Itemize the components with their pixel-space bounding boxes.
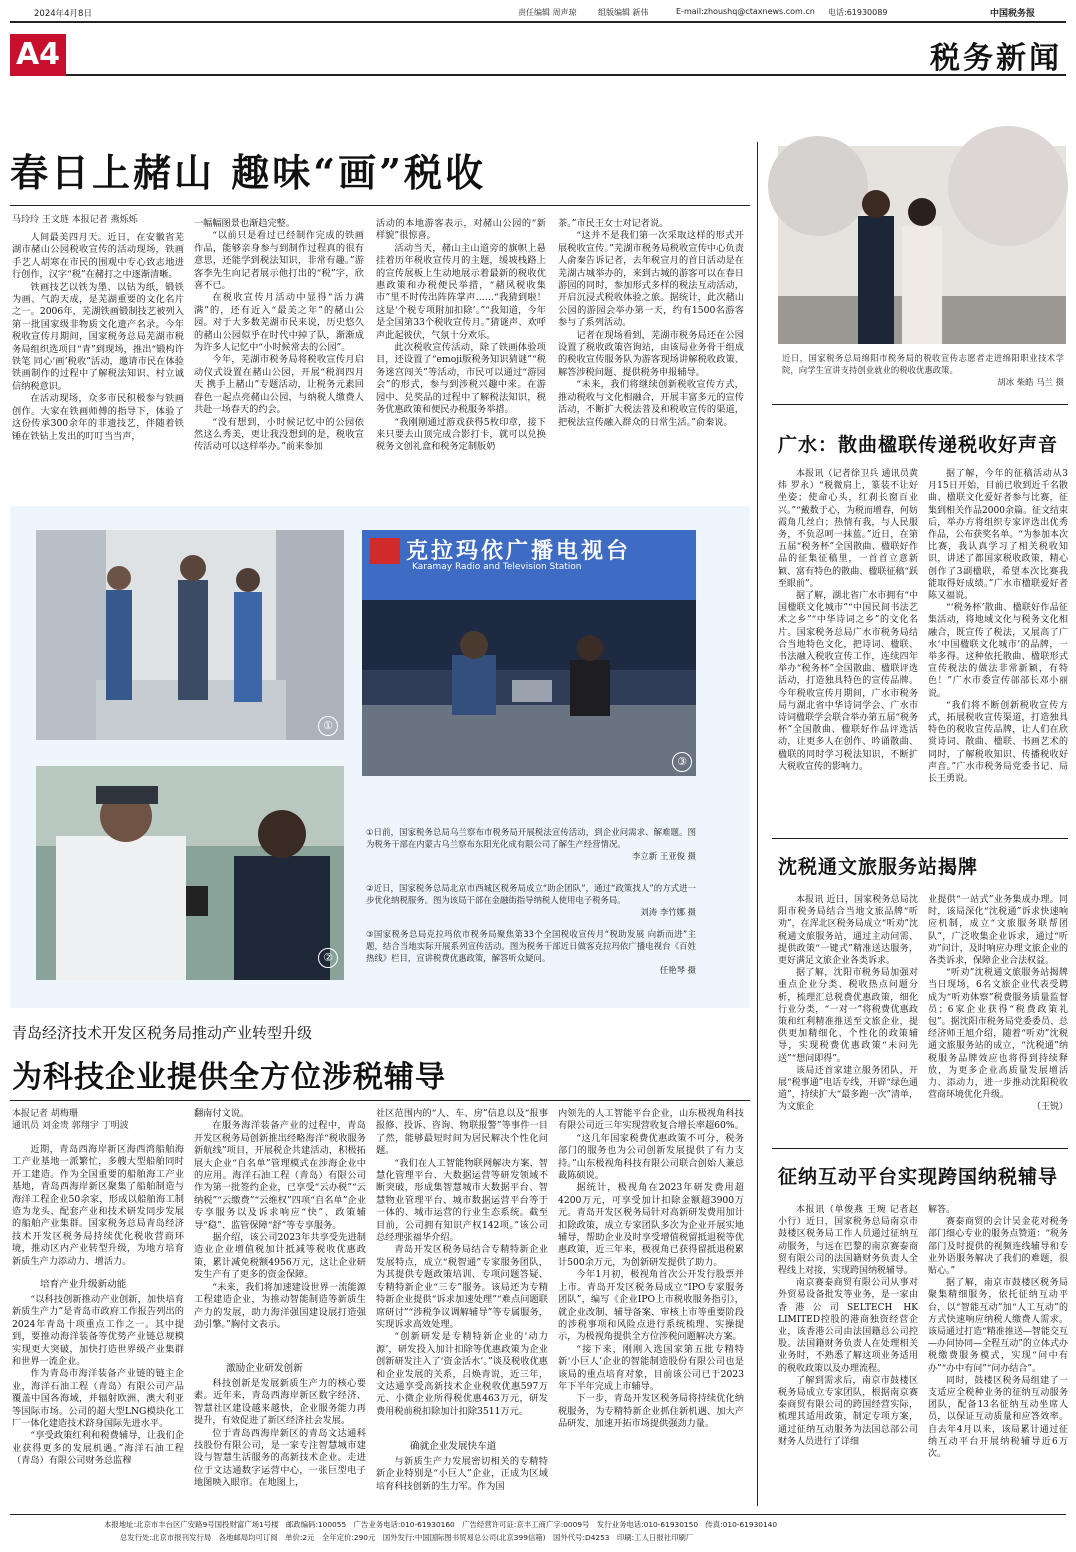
author-tag: （王锐） (1031, 1102, 1068, 1113)
paragraph: 此次税收宣传活动，除了铁画体验项目，还设置了“emoji版税务知识猜谜”“税务迷宫闯关”等活动，市民可以通过“游园会”的形式，参与到涉税兴趣中来。在游园中、兑奖品的过程中了解税法知识，税务优惠政策和便民办税服务举措。 (376, 342, 546, 416)
qingdao-subhead-1: 培育产业升级新动能 (40, 1279, 127, 1290)
column-divider (757, 142, 758, 1506)
paragraph: 一幅幅图景也渐趋完整。 (194, 218, 296, 229)
shenyang-column-1 (778, 894, 918, 1144)
qingdao-column-3b (376, 1456, 548, 1506)
paragraph: “我们将不断创新税收宣传方式，拓展税收宣传渠道，打造独具特色的税收宣传品牌，让人们在欣赏诗词、散曲、楹联、书画艺术的同时，了解税收知识、传播税收好声音。”广水市税务局党委书记、局长王勇说。 (928, 700, 1068, 785)
paragraph: 科技创新是发展新质生产力的核心要素。近年来，青岛西海岸新区数字经济、智慧社区建设越来越快，企业服务能力再提升，有效促进了新区经济社会发展。 (194, 1378, 366, 1427)
paragraph: 在税收宣传月活动中显得“活力满满”的，还有近入“最美之年”的赭山公园。对于大多数芜湖市民来说，历史悠久的赭山公园似乎在时代中掉了队，渐渐成为许多人记忆中“小时候常去的公园”。 (194, 292, 364, 354)
qingdao-subhead-3: 确就企业发展快车道 (410, 1441, 497, 1452)
paragraph: 据介绍，该公司2023年共享受先进制造业企业增值税加计抵减等税收优惠政策，累计减免税额4956万元，这让企业研发生产有了更多的资金保障。 (194, 1232, 366, 1281)
paragraph: 在活动现场，众多市民积极参与铁画创作。大家在铁画师傅的指导下，体验了这份传承300余年的非遗技艺，伴随着铁锤在铁钻上发出的叮叮当当声， (12, 393, 184, 442)
qingdao-column-1a (12, 1144, 184, 1267)
paragraph: 茶。”市民王女士对记者说。 (558, 218, 669, 229)
paragraph: 近期，青岛西海岸新区海西湾船舶海工产业基地一派繁忙，多艘大型船舶同时开工建造。作为全国重要的船舶海工产业基地，青岛西海岸新区聚集了船舶制造与海洋工程企业50余家，形成以船舶海工制造为龙头、配套产业和技术研发同步发展的船舶产业集群。国家税务总局青岛经济技术开发区税务局持续优化税收营商环境，推动区内产业转型升级，为地方培育新质生产力添动力、增活力。 (12, 1144, 184, 1267)
editor-name: 责任编辑 周声琼 (518, 8, 577, 17)
paragraph: “我们在人工智能物联网解决方案、智慧化管理平台、大数据运营等研发领域不断突破，形成集智慧城市大数据平台、智慧物业管理平台、城市数据运营平台等于一体的、城市运营的行业生态系统。截至目前，公司拥有知识产权142项。”该公司总经理张福华介绍。 (376, 1157, 548, 1244)
paragraph: “听劝”沈税通文旅服务站揭牌当日现场，6名文旅企业代表受聘成为“听劝体察”税费服务质量监督员；6家企业获得“税费政策礼包”。据沈阳市税务局党委委员、总经济师王旭介绍，随着“听劝”沈税通文旅服务站的成立，“沈税通”纳税服务品牌效应也将得到持续释放，为更多企业高质量发展增活力、添动力，进一步推动沈阳税收营商环境优化升级。 (928, 968, 1068, 1101)
paragraph: 翻南付文说。 (194, 1108, 250, 1119)
shenyang-column-2 (928, 894, 1068, 1144)
guangshui-column-2 (928, 468, 1068, 830)
shenyang-headline: 沈税通文旅服务站揭牌 (778, 856, 979, 878)
paragraph: 同时，鼓楼区税务局组建了一支适应全税种业务的征纳互动服务团队，配备13名征纳互动坐席人员，以保证互动质量和应答效率。自去年4月以来，该局累计通过征纳互动平台开展纳税辅导近6万次。 (928, 1375, 1068, 1460)
lead-column-1 (12, 232, 184, 496)
byline-reporter: 本报记者 胡梅珊 (12, 1109, 78, 1119)
qingdao-column-2a (194, 1108, 366, 1358)
paragraph: 据了解，沈阳市税务局加强对重点企业分类、税收热点问题分析，梳理汇总税费优惠政策，细化行业分类，“一对一”将税费优惠政策和红利精准推送至文旅企业，提供更加精细化、个性化的政策辅导，实现税费优惠政策“未问先送”“想问即得”。 (778, 968, 918, 1064)
photo-credit: 李立新 王亚俊 摄 (632, 851, 696, 861)
photo-credit: 胡冰 柴皓 马兰 摄 (997, 377, 1064, 387)
qingdao-column-1b (12, 1294, 184, 1506)
lead-headline: 春日上赭山 趣味“画”税收 (10, 150, 486, 195)
paragraph: 今年1月初，极视角首次公开发行股票并上市。青岛开发区税务局成立“IPO专家服务团队”，编写《企业IPO上市税收服务指引》，就企业改制、辅导备案、审核上市等重要阶段的涉税事项和风险点进行系统梳理、实操提示，为极视角提供全方位涉税问题解决方案。 (558, 1269, 744, 1343)
paragraph: 业提供“一站式”业务集成办理。同时，该局深化“沈税通”诉求快速响应机制，成立“文旅服务联帮团队”，广泛收集企业诉求，通过“听劝”问计，及时响应办理文旅企业的各类诉求，保障企业合法权益。 (928, 895, 1068, 967)
section-rule (66, 74, 1066, 76)
issue-date: 2024年4月8日 (34, 9, 92, 19)
editor-phone: 电话:61930089 (828, 8, 888, 17)
paragraph: “没有想到，小时候记忆中的公园依然这么秀美，更让我没想到的是，税收宣传活动可以这样举办。”前来参加 (194, 416, 364, 453)
paragraph: “以科技创新推动产业创新，加快培育新质生产力”是青岛市政府工作报告列出的2024年青岛十项重点工作之一。其中提到，要推动海洋装备等优势产业链总规模实现更大突破，加快打造世界级产业集群和世界一流企业。 (12, 1294, 184, 1368)
paragraph: “未来，我们将加速建设世界一流能源工程建造企业，为推动智能制造等新质生产力的发展，助力海洋强国建设展打造强劲引擎。”胸付文表示。 (194, 1281, 366, 1330)
lead-byline: 马玲玲 王文琏 本报记者 燕烁烁 (12, 215, 138, 225)
paragraph: 南京赛泰商贸有限公司从事对外贸易设备批发等业务，是一家由香港公司SELTECH HK LIMITED控股的港商独资经营企业，该香港公司由法国籍总公司控股。法国籍财务负责人在处理相关业务时，不熟悉了解这项业务适用的税收政策以及办理流程。 (778, 1278, 918, 1374)
paragraph: 与新质生产力发展密切相关的专精特新企业特别是“小巨人”企业，正成为区域培育科技创新的生力军。作为国 (376, 1456, 548, 1492)
paragraph: 社区范围内的“人、车、房”信息以及“报事报修、投诉、咨询、物联报警”等事件一目了然，能够最短时间为居民解决个性化问题。 (376, 1108, 548, 1157)
photo-caption-1 (366, 826, 696, 862)
paragraph: 据了解，湖北省广水市拥有“中国楹联文化城市”“中国民间书法艺术之乡”“中华诗词之乡”的文化名片。国家税务总局广水市税务局结合当地特色文化，把诗词、楹联、书法融入税收宣传工作，连续四年举办“税务杯”全国散曲、楹联评选活动，打造独具特色的宣传品牌。今年税收宣传月期间，广水市税务局与湖北省中华诗词学会、广水市诗词楹联学会联合举办第五届“税务杯”全国散曲、楹联好作品评选活动，让更多人在创作、吟诵散曲、楹联的同时学习税法知识，不断扩大税收宣传的影响力。 (778, 591, 918, 772)
workshop-photo (36, 530, 344, 740)
paragraph: 今年，芜湖市税务局将税收宣传月启动仪式设置在赭山公园，开展“税润四月天 携手上赭山”专题活动，让税务元素回春色一起点亮赭山公园，与纳税人缴费人共赴一场春天的约会。 (194, 354, 364, 416)
paragraph: 该局还首家建立服务团队，开展“税事通”电话专线，开辟“绿色通道”，持续扩大“最多跑一次”清单，为文旅企 (778, 1065, 918, 1113)
lead-column-3 (376, 218, 546, 496)
paragraph: “创新研发是专精特新企业的‘动力源’，研发投入加计扣除等优惠政策为企业创新研发注入了‘资金活水’。”谈及税收优惠和企业发展的关系，吕焕青说，近三年，文达通享受高新技术企业税收优惠597万元、小微企业所得税优惠463万元，研发费用税前税扣除加计扣除3511万元。 (376, 1331, 548, 1417)
caption-text: 近日，国家税务总局绵阳市税务局的税收宣传志愿者走进绵阳职业技术学院，向学生宣讲支持创业就业的税收优惠政策。 (782, 353, 1064, 375)
lead-column-2 (194, 218, 364, 496)
photo-badge-3: ③ (672, 752, 692, 772)
section-title: 税务新闻 (930, 41, 1062, 76)
studio-banner-en: Karamay Radio and Television Station (412, 562, 582, 572)
side-photo-caption (782, 352, 1064, 388)
photo-caption-2 (366, 882, 696, 918)
paragraph: 活动的本地游客表示，对赭山公园的“新样貌”很惊喜。 (376, 218, 546, 242)
guangshui-headline: 广水：散曲楹联传递税收好声音 (778, 434, 1059, 456)
side-rule (772, 838, 1068, 839)
paragraph: “‘税务杯’散曲、楹联好作品征集活动，将地域文化与税务文化相融合，既宣传了税法，又展高了广水‘中国楹联文化城市’的品牌，一举多得。这种依托散曲、楹联形式宣传税法的做法非常新颖，有特色！”广水市委宣传部部长邓小丽说。 (928, 603, 1068, 699)
campus-photo (778, 146, 1066, 344)
paragraph: “这几年国家税费优惠政策不可分，税务部门的服务也为公司创新发展提供了有力支持。”山东极视角科技有限公司联合创始人兼总裁陈硕说。 (558, 1132, 744, 1182)
nanjing-column-1 (778, 1204, 918, 1506)
paragraph: 作为青岛市海洋装备产业链的链主企业，海洋石油工程（青岛）有限公司产品覆盖中国各海域，并辐射欧洲、澳大利亚等国际市场。公司的超大型LNG模块化工厂一体化建造技术跻身国际先进水平。 (12, 1368, 184, 1430)
caption-text: ①日前，国家税务总局乌兰察布市税务局开展税法宣传活动，到企业问需求、解难题。图为税务干部在内蒙古乌兰察布东阳光化成有限公司了解生产经营情况。 (366, 827, 696, 849)
footer-address: 本报地址:北京市丰台区广安路9号国投财富广场1号楼 邮政编码:100055 广告业务电话:010-61930160 广告经营许可证:京丰工商广字:0009号 发行业务电话:010-61930150 传真:010-61930140 (104, 1520, 778, 1529)
caption-text: ②近日，国家税务总局北京市西城区税务局成立“助企团队”，通过“政策找人”的方式进一步优化纳税服务。图为该局干部在金融街指导纳税人使用电子税务局。 (366, 883, 696, 905)
footer-distribution: 总发行处:北京市报刊发行局 各地邮局均可订阅 单价:2元 全年定价:290元 国外发行:中国国际图书贸易总公司(北京399信箱) 国外代号:D4253 印刷:工人日报社印刷厂 (120, 1533, 694, 1542)
photo-caption-3 (366, 928, 696, 976)
caption-text: ③国家税务总局克拉玛依市税务局聚焦第33个全国税收宣传月“税助发展 向新而进”主题，结合当地实际开展系列宣传活动。图为税务干部近日做客克拉玛依广播电视台《百姓热线》栏目，宣讲税费优惠政策，解答听众疑问。 (366, 929, 696, 963)
paragraph: “接下来，刚刚入选国家第五批专精特新‘小巨人’企业的智能制造股份有限公司也是该局的重点培育对象，目前该公司已于2023年下半年完成上市辅导。 (558, 1343, 744, 1392)
editor-email: E-mail:zhoushq@ctaxnews.com.cn (676, 7, 815, 16)
masthead-rule (10, 21, 1066, 23)
paragraph: “这并不是我们第一次采取这样的形式开展税收宣传。”芜湖市税务局税收宣传中心负责人俞秦告诉记者，去年税宣月的首日活动是在芜湖古城举办的，来到古城的游客可以在春日游园的同时，参加形式多样的税法互动活动，开启沉浸式税收体验之旅。据统计，此次赭山公园的游园会举办第一天，约有1500名游客参与了系列活动。 (558, 230, 744, 329)
qingdao-subhead-2: 激励企业研发创新 (226, 1363, 303, 1374)
photo-1 (36, 530, 344, 740)
newspaper-name: 中国税务报 (990, 9, 1036, 19)
photo-2 (36, 766, 344, 980)
qingdao-column-3a (376, 1108, 548, 1434)
qingdao-rule (10, 1100, 750, 1101)
paragraph: 位于青岛西海岸新区的青岛文达通科技股份有限公司，是一家专注智慧城市建设与智慧生活服务的高新技术企业。走进位于文达通数字运营中心，一张巨型电子地图映入眼帘。在地图上， (194, 1427, 366, 1489)
qingdao-byline (12, 1108, 182, 1132)
side-rule (772, 404, 1068, 405)
paragraph: “以前只是看过已经制作完成的铁画作品，能够亲身参与到制作过程真的很有意思，还能学到税法知识，非常有趣。”游客李先生向记者展示他打出的“税”字，欣喜不已。 (194, 230, 364, 292)
paragraph: 据了解，今年的征稿活动从3月15日开始，目前已收到近千名散曲、楹联文化爱好者参与比赛，征集到相关作品2000余篇。征文结束后，举办方将组织专家评选出优秀作品，公布获奖名单。“为参加本次比赛，我认真学习了相关税收知识，讲述了都国家税收政策，精心创作了3副楹联，希望本次比赛我能取得好成绩。”广水市楹联爱好者陈又福说。 (928, 469, 1068, 602)
layout-editor: 组版编辑 新伟 (598, 8, 649, 17)
side-rule (772, 1148, 1068, 1149)
paragraph: 青岛开发区税务局结合专精特新企业发展特点，成立“税智通”专家服务团队，为其提供专题政策培训、专项问题答疑、专精特新企业“三专”服务。该局还为专精特新企业提供“诉求加速处理”“难点问题联席研讨”“涉税争议调解辅导”等专属服务，实现诉求高效处理。 (376, 1244, 548, 1330)
qingdao-kicker: 青岛经济技术开发区税务局推动产业转型升级 (12, 1024, 313, 1042)
footer-rule (10, 1514, 1066, 1515)
byline-correspondents: 通讯员 刘金贵 郭翔宇 丁明波 (12, 1121, 129, 1131)
side-photo (778, 146, 1066, 344)
photo-badge-2: ② (318, 948, 338, 968)
paragraph: 人间最美四月天。近日，在安徽省芜湖市赭山公园税收宣传的活动现场，铁画手艺人胡寒在市民的围观中专心致志地进行创作，汉字“税”在赭打之中逐渐清晰。 (12, 232, 184, 281)
paragraph: 在服务海洋装备产业的过程中，青岛开发区税务局创新推出经略海洋“税收服务新航线”项目，开展税企共建活动，积极拓展大企业“自名单”管理模式在涉海企业中的应用。海洋石油工程（青岛）有限公司作为第一批签约企业，已享受“云办税”“云纳税”“云缴费”“云维权”四项“自名单”企业专享服务以及诉求响应“快”、政策辅导“稳”、监管保障“舒”等专享服务。 (194, 1120, 366, 1231)
photo-credit: 刘涛 李竹娜 摄 (640, 907, 696, 917)
photo-badge-1: ① (318, 716, 338, 736)
paragraph: 记者在现场看到，芜湖市税务局还在公园设置了税收政策咨询站，由该局业务骨干组成的税收宣传服务队为游客现场讲解税收政策、解答涉税问题、提供税务申报辅导。 (558, 329, 744, 378)
qingdao-column-4 (558, 1108, 744, 1506)
paragraph: 赛泰商贸的会计吴金花对税务部门细心专业的服务点赞道：“税务部门及时提供的视频连线辅导和专业外语服务解决了我们的难题，很贴心。” (928, 1217, 1068, 1277)
paragraph: 本报讯 近日，国家税务总局沈阳市税务局结合当地文旅品牌“听劝”，在浑北区税务局成立“听劝”沈税通文旅服务站，通过主动问需、提供政策“一键式”精准送达服务，更好满足文旅企业各类诉求。 (778, 895, 918, 967)
paragraph: 内领先的人工智能平台企业，山东极视角科技有限公司近三年实现营收复合增长率超60%。 (558, 1108, 744, 1132)
paragraph: 活动当天，赭山主山道旁的旗帜上悬挂着历年税收宣传月的主题，缓坡栈路上的宣传展板上生动地展示着最新的税收优惠政策和办税便民举措，“赭风税收集市”里不时传出阵阵掌声……“我猜到啦！这是‘个税专项附加扣除’。”“我知道，今年是全国第33个税收宣传月。”猜谜声、欢呼声此起彼伏，气氛十分欢乐。 (376, 242, 546, 341)
paragraph: 据了解，南京市鼓楼区税务局聚集精细服务，依托征纳互动平台，以“智能互动”加“人工互动”的方式快速响应纳税人缴费人需求。该局通过打造“精准推送—智能交互—办问协同—全程互动”的立体式办税缴费服务模式，实现“问中有办”“办中有问”“问办结合”。 (928, 1278, 1068, 1374)
qingdao-column-2b (194, 1378, 366, 1506)
street-photo (36, 766, 344, 980)
nanjing-headline: 征纳互动平台实现跨国纳税辅导 (778, 1166, 1059, 1188)
paragraph: 本报讯（记者徐卫兵 通讯员黄炜 罗永）“税微肩上，篆装不让好坐姿；使命心头，红刹长窗百业兴。”“戴数于心，为税而增春，何妨霞角几丝白；热情有我，与人民服务，不负忍呵一抹蓝。”近日，在第五届“税务杯”全国散曲、楹联好作品的征集征稿里，一首首立意新颖、富有特色的散曲、楹联征稿“跃至眼前”。 (778, 469, 918, 589)
paragraph: 铁画技艺以铁为墨、以钻为纸，锻铁为画、气韵天成，是芜湖重要的文化名片之一。2006年，芜湖铁画锻制技艺被列入第一批国家级非物质文化遗产名录。今年税收宣传月期间，国家税务总局芜湖市税务局组织选项目“青”到现场，推出“锻构许铁笔 同心‘画’税收”活动，邀请市民在体验铁画制作的过程中了解税法知识、村立诚信纳税意识。 (12, 281, 184, 392)
paragraph: 本报讯（单俊燕 王琬 记者赵小行）近日，国家税务总局南京市鼓楼区税务局工作人员通过征纳互动服务，与远在巴黎的南京赛泰商贸有限公司的法国籍财务负责人全程线上对接，实现跨国纳税辅导。 (778, 1205, 918, 1277)
paragraph: 了解到需求后，南京市鼓楼区税务局成立专家团队，根据南京赛泰商贸有限公司的跨国经营实际，梳理其适用政策，制定专项方案，通过征纳互动服务为法国总部公司财务人员进行了详细 (778, 1375, 918, 1447)
paragraph: 下一步，青岛开发区税务局将持续优化纳税服务，为专精特新企业抓住新机遇、加大产品研发、加速开拓市场提供强劲力量。 (558, 1393, 744, 1430)
studio-banner: 克拉玛依广播电视台 (406, 539, 632, 564)
nanjing-column-2 (928, 1204, 1068, 1506)
guangshui-column-1 (778, 468, 918, 830)
qingdao-headline: 为科技企业提供全方位涉税辅导 (12, 1060, 446, 1095)
photo-credit: 任艳琴 摄 (659, 965, 696, 975)
page-number-badge: A4 (10, 34, 66, 76)
lead-rule (10, 205, 750, 206)
paragraph: “享受政策红利和税费辅导，让我们企业获得更多的发展机遇。”海洋石油工程（青岛）有限公司财务总监穆 (12, 1430, 184, 1467)
paragraph: 解答。 (928, 1205, 956, 1215)
paragraph: “未来，我们将继续创新税收宣传方式，推动税收与文化相融合，开展丰富多元的宣传活动，不断扩大税法普及和税收宣传的渠道，把税法宣传融入群众的日常生活。”俞秦说。 (558, 379, 744, 428)
paragraph: 据统计，极视角在2023年研发费用超4200万元，可享受加计扣除金额超3900万元。青岛开发区税务局针对高新研发费用加计扣除政策，成立专家团队多次为企业开展实地辅导，帮助企业及时享受增值税留抵退税等优惠政策，近三年来，极视角已获得留抵退税累计500余万元，为创新研发提供了助力。 (558, 1182, 744, 1268)
lead-column-4 (558, 218, 744, 496)
paragraph: “我刚刚通过游戏获得5枚印章，接下来只要去山顶完成合影打卡，就可以兑换税务文创礼盒和税务定制版奶 (376, 416, 546, 453)
